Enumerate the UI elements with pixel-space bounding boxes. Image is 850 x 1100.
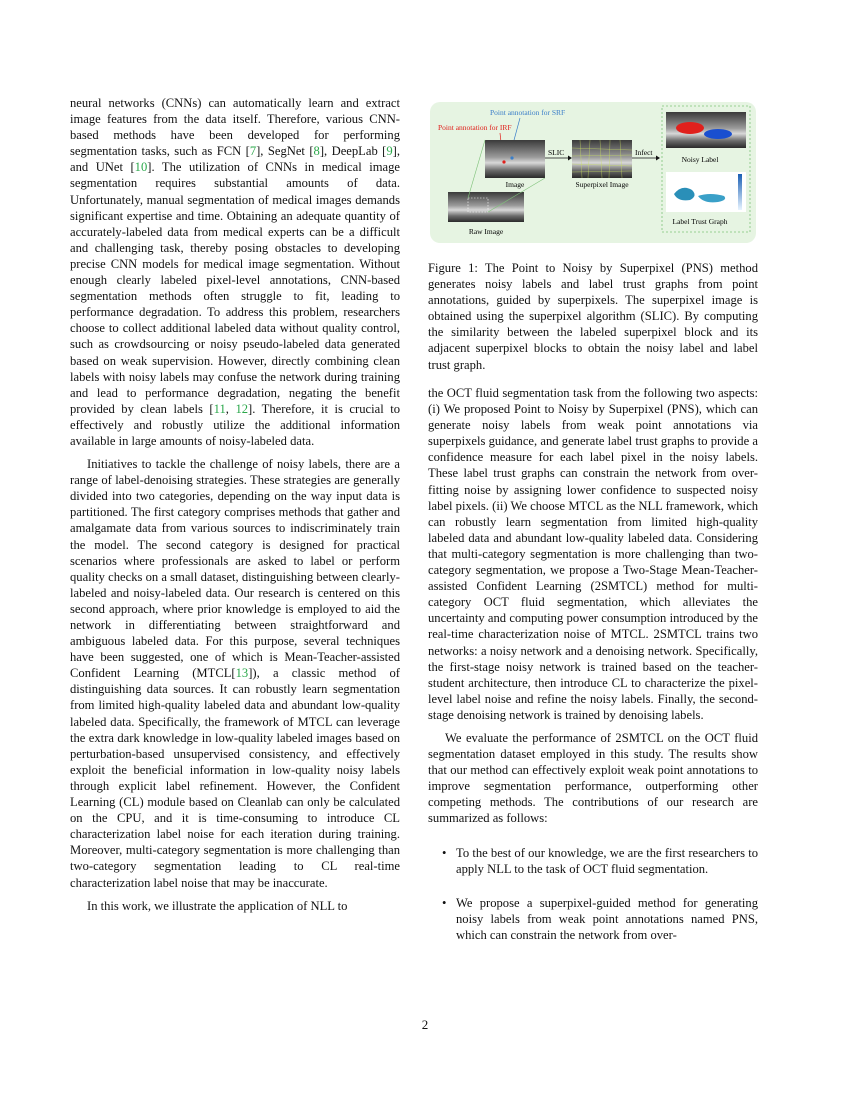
list-item: • To the best of our knowledge, we are the first researchers to apply NLL to the task of OCT fluid segmentation. [442, 845, 758, 876]
irf-point-icon [502, 160, 505, 163]
paragraph-contribution-aspects: the OCT fluid segmentation task from the following two aspects: (i) We proposed Point to Noisy by Superpixel (PNS), which can generate noisy labels from weak point annotations via superpixels guidance, and generate label trust graphs to provide a confidence measure for each label pixel in the noisy labels. These label trust graphs can constrain the network from over-fitting noise by assigning lower confidence to suspected noisy label pixels. (ii) We choose MTCL as the NLL framework, which can robustly learn segmentation from limited high-quality labeled data and abundant low-quality labeled data. Considering that multi-category segmentation is more challenging than two-category segmentation, we propose a Two-Stage Mean-Teacher-assisted Confident Learning (2SMTCL) method for multi-category OCT fluid segmentation, which alleviates the uncertainty and computing power consumption introduced by the real-time characterization noise of MTCL. 2SMTCL trains two networks: a noisy network and a denoising network. Specifically, the first-stage noisy network is trained based on the teacher-student architecture, then introduce CL to characterize the pixel-level label noise and refine the noisy labels. Finally, the second-stage denoising network is trained by denoising labels. [428, 386, 758, 722]
raw-image-thumb [448, 192, 524, 222]
trust-colorbar [738, 174, 742, 210]
srf-point-icon [510, 156, 513, 159]
srf-region [704, 129, 732, 139]
contributions-list [428, 845, 758, 943]
figure-pns-diagram [428, 100, 758, 245]
citation-link[interactable]: 10 [134, 160, 148, 175]
page-number: 2 [421, 1017, 429, 1032]
citation-link[interactable]: 9 [386, 144, 393, 159]
left-column [70, 95, 400, 921]
pns-diagram-svg [428, 100, 758, 245]
label-superpixel: Superpixel Image [575, 180, 629, 189]
citation-link[interactable]: 11 [213, 401, 226, 416]
irf-region [676, 122, 704, 134]
label-infect: Infect [635, 148, 653, 157]
citation-link[interactable]: 13 [235, 666, 249, 681]
label-slic: SLIC [548, 148, 565, 157]
label-trust: Label Trust Graph [672, 217, 728, 226]
citation-link[interactable]: 12 [235, 401, 249, 416]
oct-image-thumb [485, 140, 545, 178]
label-srf: Point annotation for SRF [490, 108, 566, 117]
figure-caption: Figure 1: The Point to Noisy by Superpixel (PNS) method generates noisy labels and label trust graphs from point annotations, guided by superpixels. The superpixel image is obtained using the superpixel algorithm (SLIC). By computing the similarity between the labeled superpixel block and its adjacent superpixel blocks to obtain the noisy label and label trust graph. [428, 261, 758, 372]
paragraph-noisy-labels: Initiatives to tackle the challenge of noisy labels, there are a range of label-denoising strategies. These strategies are generally divided into two categories, depending on the way input data is partitioned. The first category comprises methods that gather and amalgamate data from various sources to indiscriminately train the model. The second category is designed for practical scenarios where professionals are asked to label or perform quality checks on a small dataset, distinguishing between clearly-labeled and noisy-labeled data. Our research is centered on this second approach, where prior knowledge is employed to aid the network in differentiating between straightforward and ambiguous labeled data. For this purpose, several techniques have been suggested, one of which is Mean-Teacher-assisted Confident Learning (MTCL[13]), a classic method of distinguishing data sources. It can robustly learn segmentation from limited high-quality labeled data and abundant low-quality labeled data. Specifically, the framework of MTCL can leverage the extra dark knowledge in low-quality labeled images based on perturbation-based unsupervised consistency, and effectively exploit the beneficial information in low-quality noisy labels through explicit label refinement. However, the Confident Learning (CL) module based on Cleanlab can only be calculated on the CPU, and it is time-consuming to introduce CL characterization label noise for each iteration during training. Moreover, multi-category segmentation is more challenging than two-category segmentation leading to CL real-time characterization label noise that may be inaccurate. [70, 457, 400, 890]
paragraph-intro-cnn: neural networks (CNNs) can automatically learn and extract image features from the data itself. Therefore, various CNN-based methods have been developed for performing segmentation tasks, such as FCN [7], SegNet [8], DeepLab [9], and UNet [10]. The utilization of CNNs in medical image segmentation requires substantial amounts of data. Unfortunately, manual segmentation of medical images demands significant expertise and time. Obtaining an adequate quantity of accurately-labeled data from medical experts can be a difficult and challenging task, thereby posing obstacles to developing precise CNN models for medical image segmentation. Without enough clearly labeled pixel-level annotations, CNN-based segmentation methods often struggle to fit, leading to performance degradation. To address this problem, researchers choose to collect additional labeled data without quality control, such as crowdsourcing or noisy pseudo-labeled data generated based on weak supervision. However, directly combining clean labels with noisy labels may confuse the network during training and lead to performance degradation, negating the benefit provided by clean labels [11, 12]. Therefore, it is crucial to effectively and robustly utilize the additional information available in large amounts of noisy-labeled data. [70, 96, 401, 448]
label-raw: Raw Image [468, 227, 504, 236]
paragraph-evaluation: We evaluate the performance of 2SMTCL on the OCT fluid segmentation dataset employed in this study. The results show that our method can effectively exploit weak point annotations to improve segmentation performance, outperforming other competing methods. The contributions of our research are summarized as follows: [428, 730, 758, 826]
right-column [428, 385, 758, 961]
citation-link[interactable]: 7 [249, 144, 257, 159]
list-item: • We propose a superpixel-guided method for generating noisy labels from weak point annotations named PNS, which can constrain the network from over- [442, 895, 758, 942]
label-image: Image [505, 180, 525, 189]
paragraph-this-work: In this work, we illustrate the application of NLL to [87, 898, 348, 913]
label-irf: Point annotation for IRF [438, 123, 512, 132]
bullet-icon: • [442, 895, 447, 910]
label-noisy: Noisy Label [681, 155, 719, 164]
bullet-icon: • [442, 845, 447, 860]
citation-link[interactable]: 8 [313, 144, 320, 159]
